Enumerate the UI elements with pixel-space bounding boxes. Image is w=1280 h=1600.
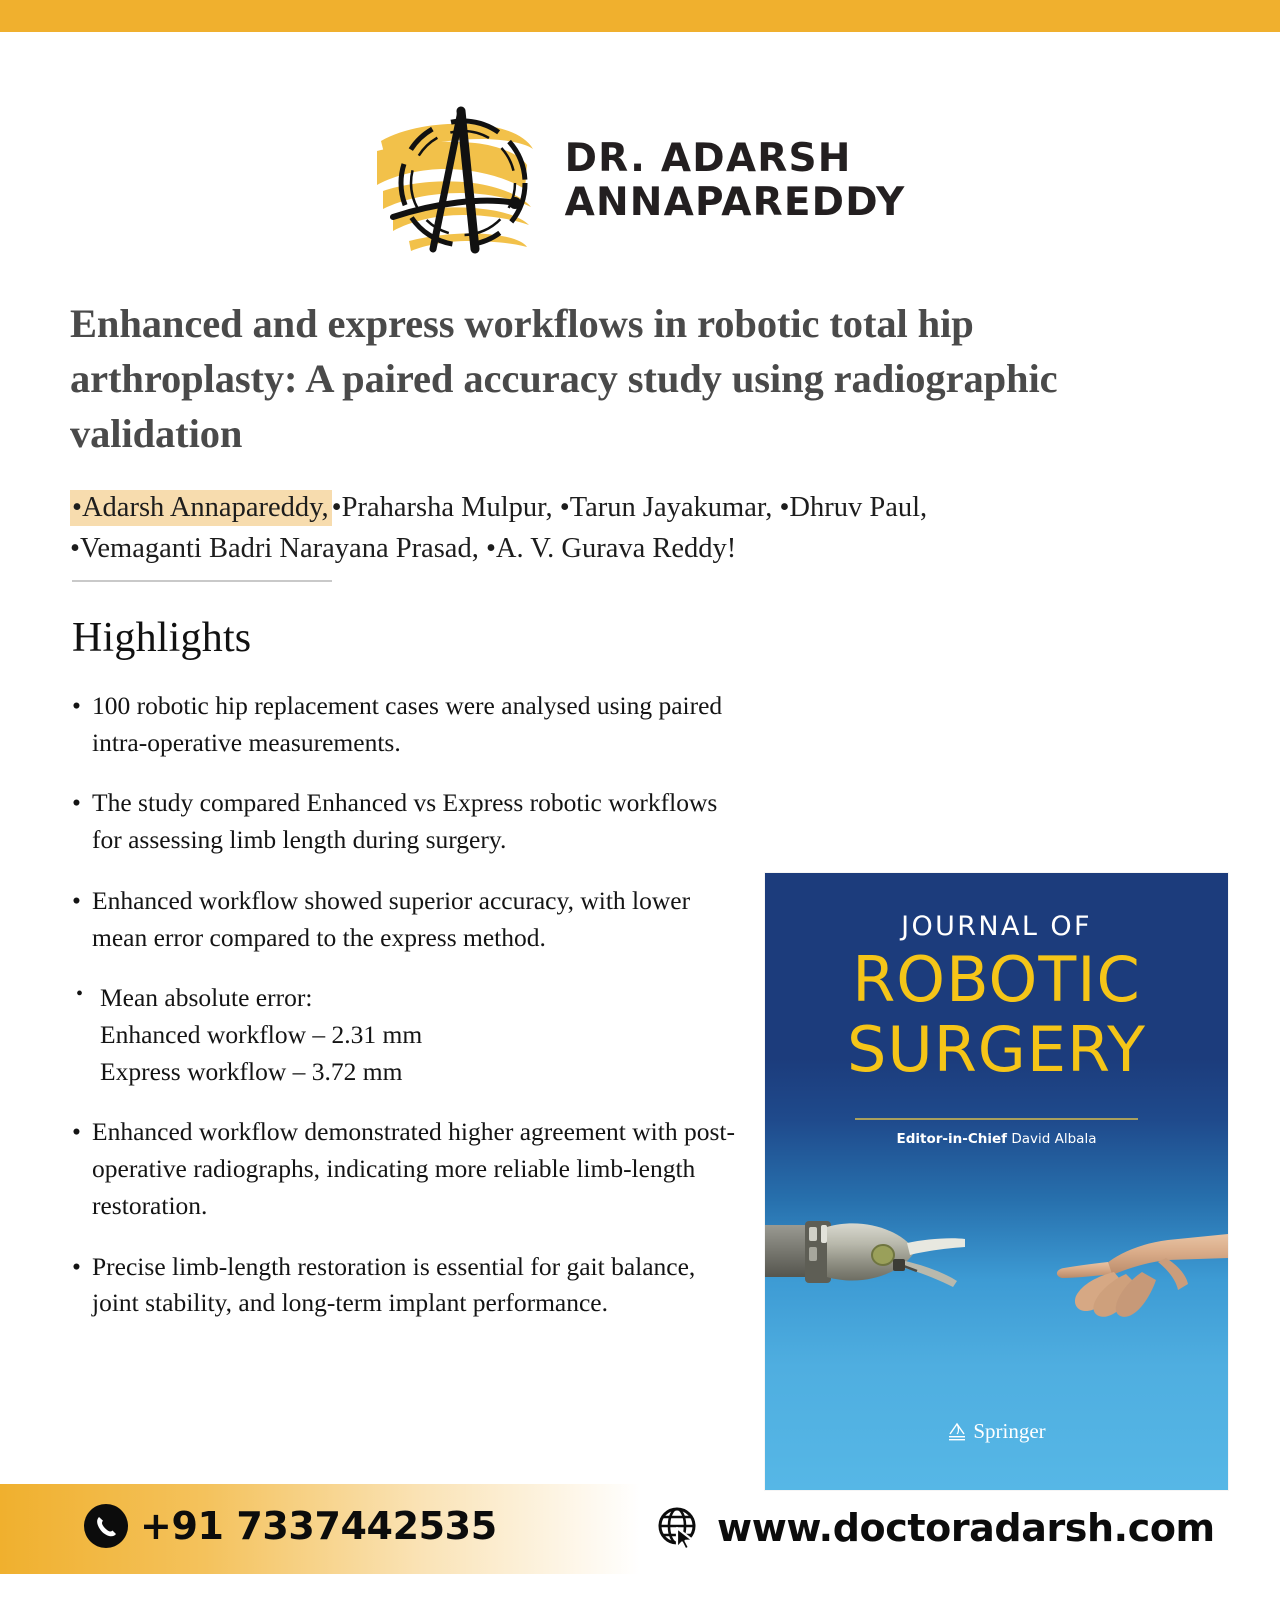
highlight-item-mean-error [70,980,742,1090]
website-url[interactable]: www.doctoradarsh.com [717,1506,1215,1550]
springer-logo [765,1419,1228,1444]
globe-cursor-icon [655,1504,703,1552]
highlight-item [70,785,742,858]
highlight-text: Mean absolute error: [100,983,313,1013]
phone-number[interactable]: +91 7337442535 [140,1504,497,1548]
cover-editor-name: David Albala [1011,1131,1097,1147]
bullet-marker: • [72,788,81,818]
cover-divider [855,1118,1138,1120]
logo-line-2: ANNAPAREDDY [564,180,906,225]
cover-title-line-2: SURGERY [846,1013,1147,1086]
author-highlighted: •Adarsh Annapareddy, [70,490,332,526]
highlights-list [70,688,742,1346]
mean-error-enhanced: Enhanced workflow – 2.31 mm [100,1020,423,1050]
highlight-text: Enhanced workflow demonstrated higher agreement with post-operative radiographs, indicating more reliable limb-length restoration. [92,1117,735,1220]
cover-title-line-1: ROBOTIC [852,943,1141,1016]
bullet-marker: • [72,1251,81,1281]
human-hand-graphic [1018,1218,1228,1353]
bullet-marker: • [72,691,81,720]
springer-mark-icon [947,1421,967,1443]
footer-website-block[interactable] [655,1504,1215,1552]
footer-phone-block[interactable] [84,1504,497,1548]
highlight-item [70,883,742,956]
highlight-text: The study compared Enhanced vs Express robotic workflows for assessing limb length during surgery. [92,788,718,855]
authors-line-1-rest: •Praharsha Mulpur, •Tarun Jayakumar, •Dhruv Paul, [331,492,928,523]
highlight-item [70,1114,742,1224]
logo-monogram-icon [375,99,555,264]
authors-line-2: •Vemaganti Badri Narayana Prasad, •A. V. Gurava Reddy! [70,533,737,565]
article-title: Enhanced and express workflows in robotic total hip arthroplasty: A paired accuracy study using radiographic validation [70,301,1058,457]
cover-editor-line [765,1131,1228,1147]
robot-arm-graphic [765,1203,995,1338]
springer-label: Springer [973,1419,1046,1443]
highlight-item [70,1249,742,1322]
bullet-marker: • [76,983,84,1006]
highlight-item [70,688,742,761]
cover-journal-of-label: JOURNAL OF [901,911,1092,942]
section-divider [72,580,332,582]
journal-cover-image [765,873,1228,1490]
authors-list [70,487,1180,569]
highlight-text: Precise limb-length restoration is essential for gait balance, joint stability, and long-term implant performance. [92,1251,696,1318]
logo-wordmark [565,137,906,224]
bullet-marker: • [72,885,81,915]
highlight-text: Enhanced workflow showed superior accuracy, with lower mean error compared to the express method. [92,885,691,952]
phone-icon [84,1504,128,1548]
footer-contact-bar [0,1484,1280,1600]
mean-error-express: Express workflow – 3.72 mm [100,1056,403,1086]
logo-line-1: DR. ADARSH [564,136,852,182]
cover-editor-label: Editor-in-Chief [896,1131,1008,1147]
highlights-heading: Highlights [72,615,252,661]
bullet-marker: • [72,1117,81,1147]
highlight-text: 100 robotic hip replacement cases were analysed using paired intra-operative measurements. [92,691,723,757]
brand-logo [0,96,1280,266]
top-accent-bar [0,0,1280,32]
